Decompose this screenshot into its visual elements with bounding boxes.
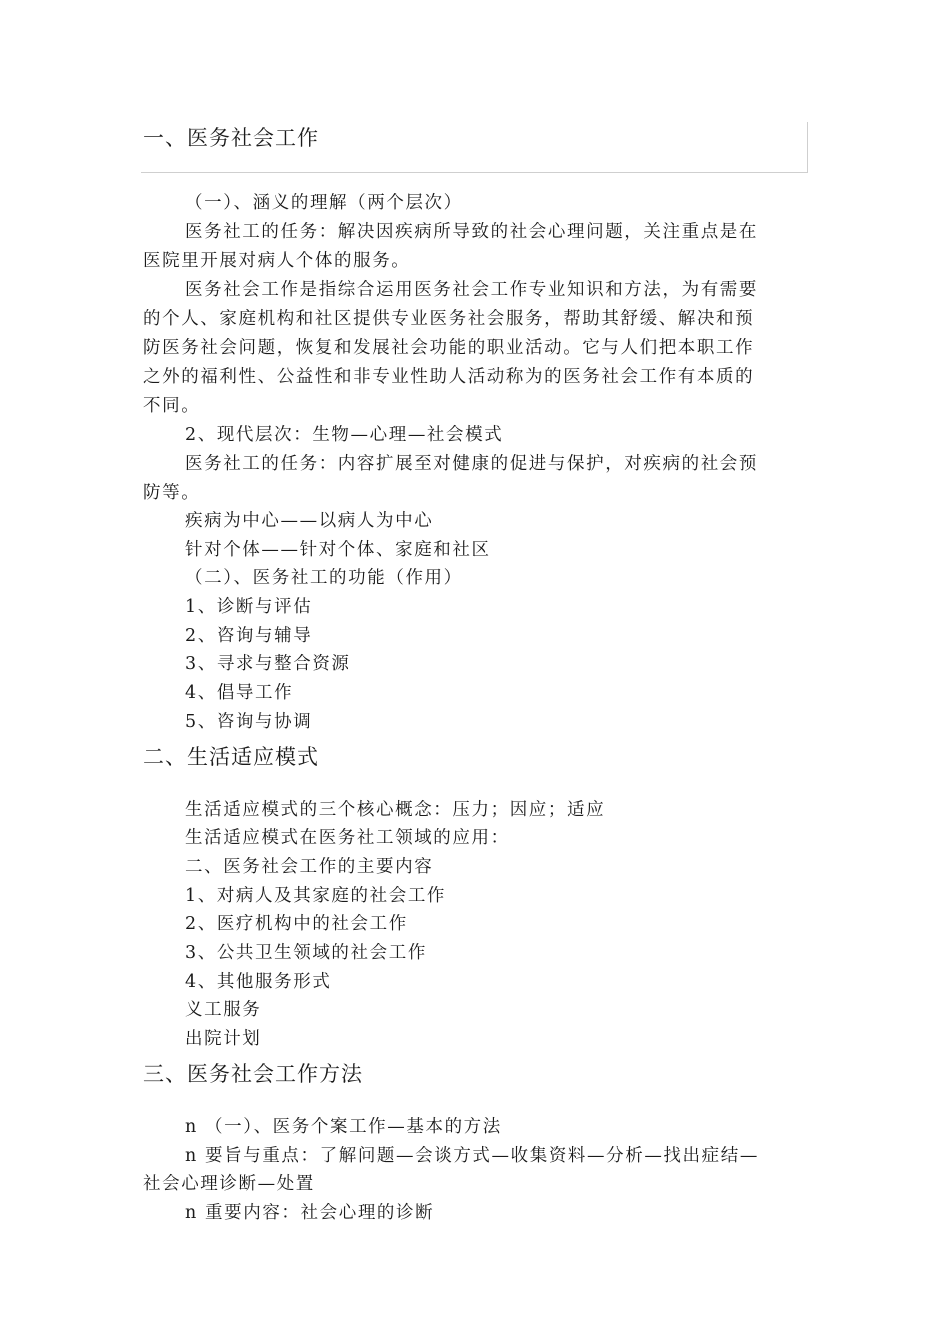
paragraph-line: 的个人、家庭机构和社区提供专业医务社会服务，帮助其舒缓、解决和预	[143, 309, 755, 329]
paragraph-line: 针对个体——针对个体、家庭和社区	[185, 540, 491, 560]
paragraph-line: 生活适应模式的三个核心概念：压力；因应；适应	[185, 800, 606, 820]
paragraph-line: 之外的福利性、公益性和非专业性助人活动称为的医务社会工作有本质的	[143, 367, 755, 387]
list-item: 2、咨询与辅导	[185, 626, 313, 646]
subheading: （一）、涵义的理解（两个层次）	[185, 193, 463, 213]
list-item: 4、倡导工作	[185, 683, 294, 703]
list-item: 1、对病人及其家庭的社会工作	[185, 886, 447, 906]
paragraph-line: 防医务社会问题，恢复和发展社会功能的职业活动。它与人们把本职工作	[143, 338, 755, 358]
paragraph-line: 疾病为中心——以病人为中心	[185, 511, 434, 531]
paragraph-line: 医院里开展对病人个体的服务。	[143, 251, 411, 271]
bullet-line: n （一）、医务个案工作—基本的方法	[185, 1117, 502, 1137]
list-item: 4、其他服务形式	[185, 972, 332, 992]
paragraph-line: 医务社工的任务：解决因疾病所导致的社会心理问题，关注重点是在	[185, 222, 758, 242]
list-item: 3、公共卫生领域的社会工作	[185, 943, 427, 963]
paragraph-line: 医务社工的任务：内容扩展至对健康的促进与保护，对疾病的社会预	[185, 454, 758, 474]
bullet-line: n 重要内容：社会心理的诊断	[185, 1203, 435, 1223]
paragraph-line: 社会心理诊断—处置	[143, 1174, 315, 1194]
subheading: 二、医务社会工作的主要内容	[185, 857, 434, 877]
section-heading-1: 一、医务社会工作	[143, 126, 319, 150]
list-item: 2、医疗机构中的社会工作	[185, 914, 408, 934]
subheading: （二）、医务社工的功能（作用）	[185, 568, 463, 588]
list-item: 出院计划	[185, 1029, 262, 1049]
bullet-line: n 要旨与重点：了解问题—会谈方式—收集资料—分析—找出症结—	[185, 1146, 759, 1166]
paragraph-line: 医务社会工作是指综合运用医务社会工作专业知识和方法，为有需要	[185, 280, 758, 300]
paragraph-line: 2、现代层次：生物—心理—社会模式	[185, 425, 504, 445]
paragraph-line: 防等。	[143, 483, 201, 503]
paragraph-line: 不同。	[143, 396, 201, 416]
list-item: 1、诊断与评估	[185, 597, 313, 617]
section-heading-2: 二、生活适应模式	[143, 745, 319, 769]
list-item: 义工服务	[185, 1000, 262, 1020]
section-heading-3: 三、医务社会工作方法	[143, 1062, 363, 1086]
paragraph-line: 生活适应模式在医务社工领域的应用：	[185, 828, 510, 848]
list-item: 3、寻求与整合资源	[185, 654, 351, 674]
list-item: 5、咨询与协调	[185, 712, 313, 732]
